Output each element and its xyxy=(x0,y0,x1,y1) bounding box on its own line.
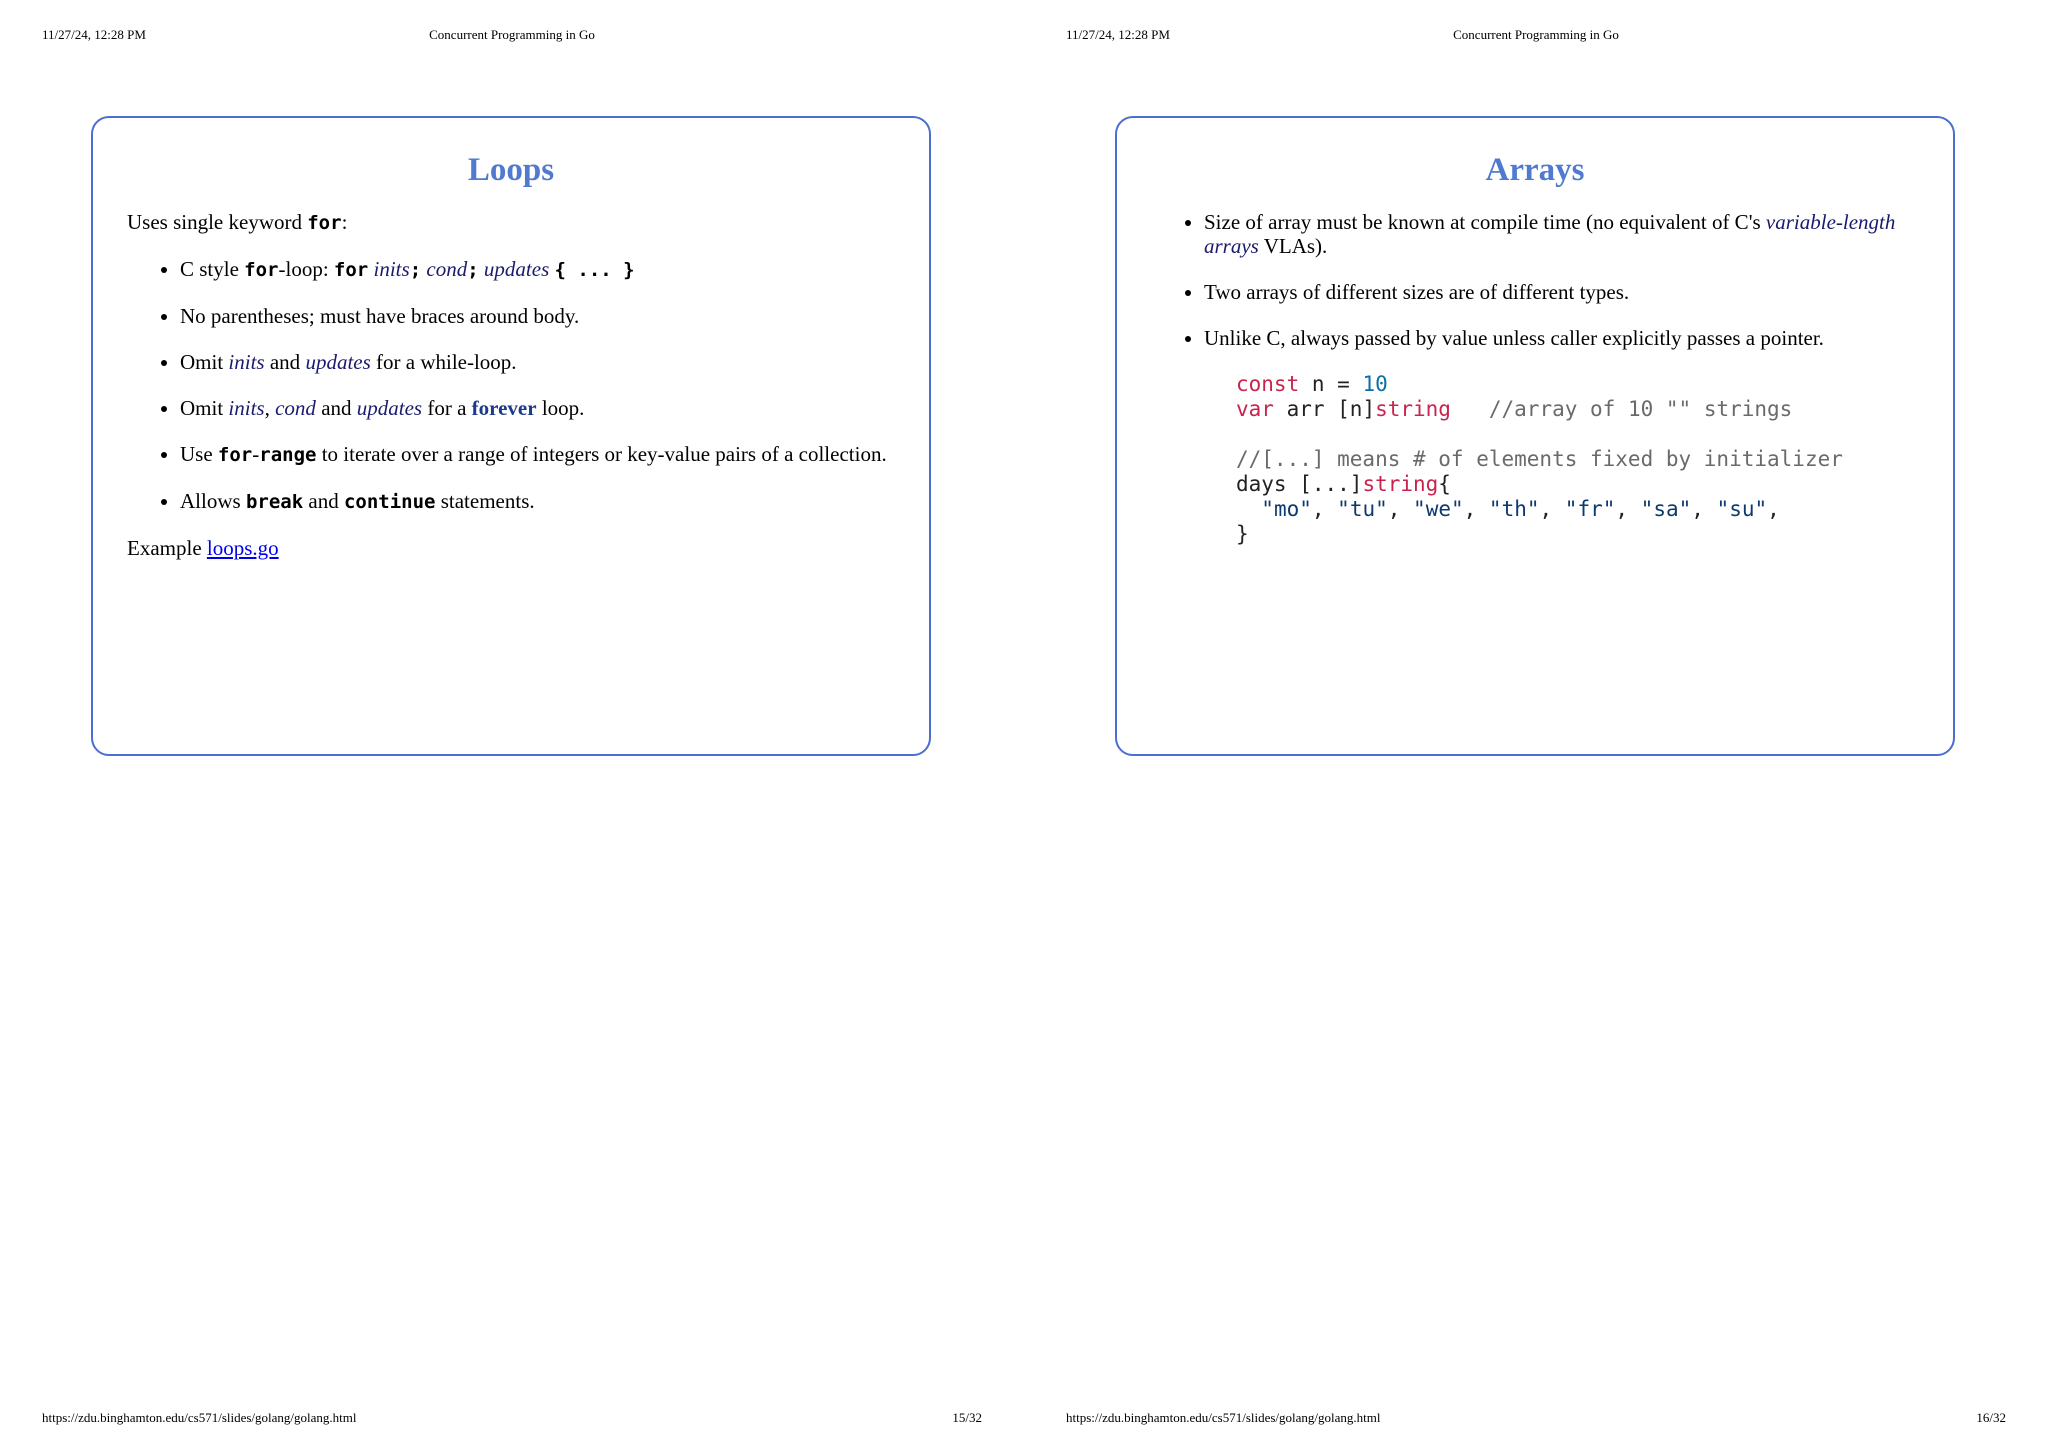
header-date: 11/27/24, 12:28 PM xyxy=(42,27,146,42)
list-item: • Omit inits, cond and updates for a forever loop. xyxy=(180,396,899,420)
list-item: • Unlike C, always passed by value unless caller explicitly passes a pointer. const n = 10 var arr [n]string //array of 10 "" strings //[...] means # of elements fixed by initializer days [...]string{ "mo", "tu", "we", "th", "fr", "sa", "su", } xyxy=(1204,326,1923,547)
footer-page-number: 15/32 xyxy=(952,1410,982,1425)
footer-url: https://zdu.binghamton.edu/cs571/slides/golang/golang.html xyxy=(42,1410,357,1425)
list-item: • Allows break and continue statements. xyxy=(180,489,899,514)
example-link[interactable]: loops.go xyxy=(206,536,279,560)
header-title: Concurrent Programming in Go xyxy=(429,27,595,42)
list-item: • No parentheses; must have braces around body. xyxy=(180,304,899,328)
header-date: 11/27/24, 12:28 PM xyxy=(1066,27,1170,42)
arrays-list xyxy=(1151,210,1923,547)
loops-list xyxy=(127,257,899,514)
list-item: • C style for-loop: for inits; cond; updates { ... } xyxy=(180,257,899,282)
intro-paragraph: Uses single keyword for: xyxy=(127,210,348,234)
footer-url: https://zdu.binghamton.edu/cs571/slides/golang/golang.html xyxy=(1066,1410,1381,1425)
example-paragraph: Example loops.go xyxy=(127,536,279,560)
list-item: • Omit inits and updates for a while-loop. xyxy=(180,350,899,374)
header-title: Concurrent Programming in Go xyxy=(1453,27,1619,42)
page-right xyxy=(1024,0,2048,1447)
list-item: • Use for-range to iterate over a range of integers or key-value pairs of a collection. xyxy=(180,442,899,467)
code-block: const n = 10 var arr [n]string //array of 10 "" strings //[...] means # of elements fixed by initializer days [...]string{ "mo", "tu", "we", "th", "fr", "sa", "su", } xyxy=(1236,372,1843,546)
footer-page-number: 16/32 xyxy=(1976,1410,2006,1425)
slide-body xyxy=(1151,210,1923,569)
list-item: • Two arrays of different sizes are of different types. xyxy=(1204,280,1923,304)
list-item: • Size of array must be known at compile time (no equivalent of C's variable-length arrays VLAs). xyxy=(1204,210,1923,258)
slide-title: Arrays xyxy=(1485,152,1585,188)
slide-arrays xyxy=(1115,116,1955,756)
slide-body xyxy=(127,210,899,582)
slide-loops xyxy=(91,116,931,756)
slide-title: Loops xyxy=(467,152,555,188)
